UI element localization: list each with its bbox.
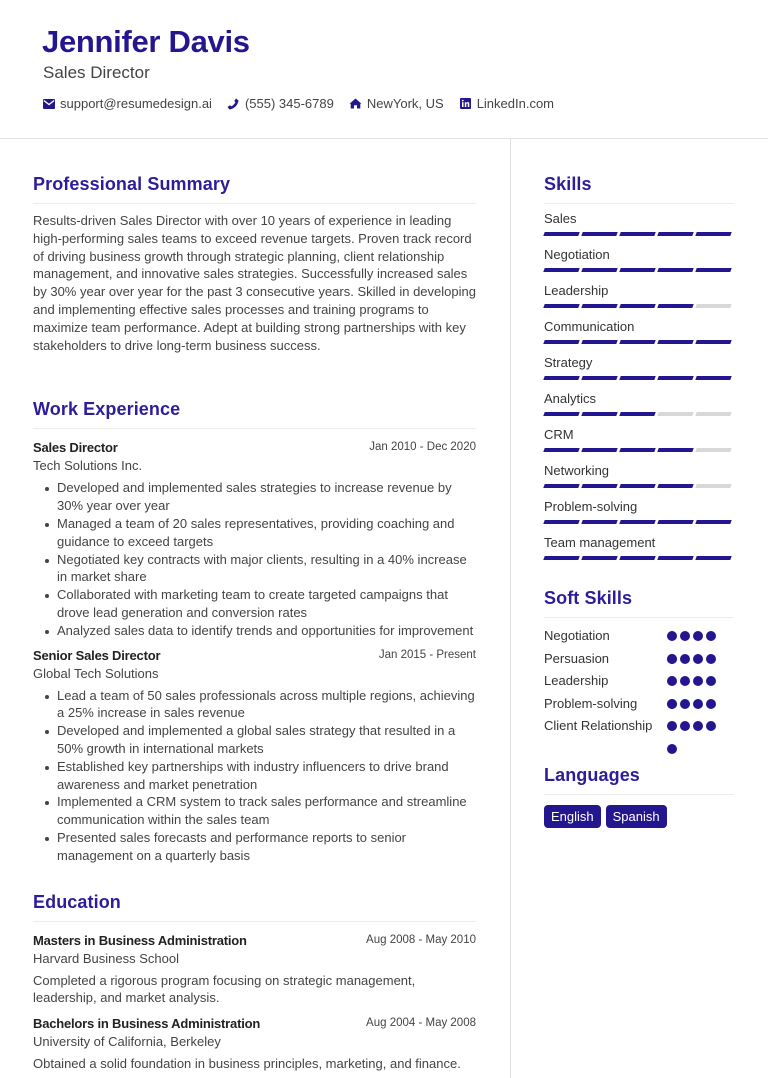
rating-dot-filled [693, 676, 703, 686]
level-segment-filled [657, 376, 693, 380]
rating-dot-filled [680, 654, 690, 664]
degree-name: Masters in Business Administration [33, 932, 247, 948]
skill-level-bar [544, 412, 734, 417]
job-bullet: Established key partnerships with industry influencers to drive brand awareness and market penetration [33, 758, 476, 794]
job-bullet: Implemented a CRM system to track sales performance and streamline communication within the sales team [33, 793, 476, 829]
languages-section [544, 763, 734, 828]
column-divider [510, 139, 511, 1078]
skill-item [544, 354, 734, 381]
section-title-experience: Work Experience [33, 399, 181, 420]
contact-linkedin-text: LinkedIn.com [476, 96, 555, 111]
contact-linkedin[interactable] [459, 95, 554, 112]
rating-dot-filled [667, 721, 677, 731]
language-badge: English [544, 805, 601, 828]
level-segment-filled [581, 520, 617, 524]
job-company: Tech Solutions Inc. [33, 458, 143, 474]
level-segment-filled [543, 520, 579, 524]
skill-item [544, 498, 734, 525]
job-dates: Jan 2015 - Present [378, 648, 476, 661]
skills-section [544, 172, 734, 561]
skill-item [544, 390, 734, 417]
skill-level-bar [544, 448, 734, 453]
soft-skill-item [544, 650, 734, 673]
experience-section [33, 397, 476, 864]
skill-name: Communication [544, 319, 635, 334]
main-column [33, 139, 476, 1073]
job-bullet: Developed and implemented sales strategies to increase revenue by 30% year over year [33, 479, 476, 515]
section-title-summary: Professional Summary [33, 174, 231, 194]
skill-item [544, 246, 734, 273]
level-segment-filled [581, 268, 617, 272]
soft-skill-item [544, 672, 734, 695]
education-section [33, 890, 476, 1073]
level-segment-filled [695, 340, 731, 344]
skills-list [544, 210, 734, 561]
level-segment-filled [543, 304, 579, 308]
job-entry [33, 439, 476, 639]
level-segment-filled [695, 556, 731, 560]
rating-dot-filled [680, 676, 690, 686]
contact-location [349, 95, 444, 112]
level-segment-filled [657, 268, 693, 272]
soft-skill-item [544, 717, 734, 740]
level-segment-filled [543, 556, 579, 560]
skill-name: CRM [544, 427, 574, 442]
soft-skill-rating [667, 717, 719, 766]
level-segment-filled [619, 268, 655, 272]
contact-email[interactable] [42, 95, 212, 112]
skill-name: Team management [544, 535, 656, 550]
level-segment-filled [695, 268, 731, 272]
level-segment-filled [657, 304, 693, 308]
skill-name: Networking [544, 463, 610, 478]
job-company: Global Tech Solutions [33, 665, 159, 681]
level-segment-filled [619, 412, 655, 416]
job-bullet: Collaborated with marketing team to create targeted campaigns that drove lead generation and conversion rates [33, 586, 476, 622]
level-segment-filled [619, 376, 655, 380]
soft-skills-section [544, 586, 734, 751]
skill-level-bar [544, 304, 734, 309]
skill-item [544, 462, 734, 489]
contact-location-text: NewYork, US [366, 96, 444, 111]
level-segment-filled [695, 376, 731, 380]
envelope-icon [42, 97, 55, 110]
skill-level-bar [544, 340, 734, 345]
job-role: Senior Sales Director [33, 647, 161, 663]
rating-dot-filled [680, 699, 690, 709]
rating-dot-filled [706, 721, 716, 731]
rating-dot-filled [706, 699, 716, 709]
level-segment-empty [695, 412, 731, 416]
skill-name: Problem-solving [544, 499, 638, 514]
level-segment-filled [543, 412, 579, 416]
rating-dot-filled [706, 654, 716, 664]
section-title-languages: Languages [544, 765, 640, 785]
job-bullet: Negotiated key contracts with major clients, resulting in a 40% increase in market share [33, 551, 476, 587]
job-bullet: Lead a team of 50 sales professionals across multiple regions, achieving a 25% increase in sales revenue [33, 687, 476, 723]
summary-section [33, 172, 476, 354]
level-segment-filled [581, 304, 617, 308]
rating-dot-filled [693, 654, 703, 664]
level-segment-filled [619, 484, 655, 488]
level-segment-filled [581, 556, 617, 560]
rating-dot-filled [706, 631, 716, 641]
job-bullets [33, 687, 476, 865]
level-segment-filled [695, 520, 731, 524]
job-entry [33, 647, 476, 865]
level-segment-filled [581, 232, 617, 236]
level-segment-filled [619, 520, 655, 524]
level-segment-filled [619, 304, 655, 308]
skill-level-bar [544, 376, 734, 381]
level-segment-filled [581, 412, 617, 416]
job-dates: Jan 2010 - Dec 2020 [369, 441, 476, 454]
section-divider [544, 203, 734, 204]
skill-item [544, 210, 734, 237]
job-bullets [33, 479, 476, 639]
level-segment-filled [543, 484, 579, 488]
skill-level-bar [544, 556, 734, 561]
section-divider [33, 921, 476, 922]
education-description: Completed a rigorous program focusing on strategic management, leadership, and market analysis. [33, 972, 416, 1006]
job-bullet: Developed and implemented a global sales strategy that resulted in a 50% growth in international markets [33, 722, 476, 758]
level-segment-empty [657, 412, 693, 416]
job-bullet: Analyzed sales data to identify trends and opportunities for improvement [33, 622, 476, 640]
level-segment-filled [619, 232, 655, 236]
level-segment-filled [581, 448, 617, 452]
section-divider [33, 428, 476, 429]
education-dates: Aug 2004 - May 2008 [366, 1017, 476, 1030]
language-list [544, 805, 734, 828]
school-name: University of California, Berkeley [33, 1034, 221, 1050]
soft-skill-item [544, 695, 734, 718]
contact-phone-text: (555) 345-6789 [244, 96, 334, 111]
level-segment-empty [695, 304, 731, 308]
skill-item [544, 282, 734, 309]
level-segment-filled [695, 232, 731, 236]
level-segment-filled [543, 232, 579, 236]
level-segment-filled [581, 484, 617, 488]
skill-level-bar [544, 484, 734, 489]
home-icon [349, 97, 362, 110]
phone-icon [227, 97, 240, 110]
level-segment-filled [543, 376, 579, 380]
soft-skill-name: Client Relationship [544, 718, 653, 733]
rating-dot-filled [706, 676, 716, 686]
contact-bar [42, 95, 569, 112]
rating-dot-filled [693, 631, 703, 641]
education-description: Obtained a solid foundation in business principles, marketing, and finance. [33, 1056, 461, 1072]
soft-skill-name: Persuasion [544, 650, 610, 666]
skill-item [544, 426, 734, 453]
soft-skill-item [544, 627, 734, 650]
contact-phone[interactable] [227, 95, 334, 112]
section-title-education: Education [33, 891, 121, 912]
job-bullet: Presented sales forecasts and performance reports to senior management on a quarterly basis [33, 829, 476, 865]
level-segment-filled [543, 268, 579, 272]
skill-name: Leadership [544, 283, 609, 298]
resume-header [0, 0, 768, 139]
contact-email-text: support@resumedesign.ai [60, 96, 212, 111]
job-role: Sales Director [33, 440, 118, 456]
section-title-soft-skills: Soft Skills [544, 588, 633, 608]
level-segment-filled [619, 340, 655, 344]
section-divider [544, 794, 734, 795]
skill-item [544, 534, 734, 561]
level-segment-filled [657, 484, 693, 488]
level-segment-empty [695, 484, 731, 488]
rating-dot-filled [680, 721, 690, 731]
linkedin-icon [459, 97, 472, 110]
level-segment-empty [695, 448, 731, 452]
soft-skills-list [544, 627, 734, 751]
skill-name: Sales [544, 211, 577, 226]
candidate-name: Jennifer Davis [42, 24, 250, 59]
summary-text: Results-driven Sales Director with over 10 years of experience in leading high-performing sales teams to exceed revenue targets. Proven track record of driving business growth through strategic planning, client relationship management, and innovative sales strategies. Successfully increased sales by 30% year over year for the past 3 consecutive years. Skilled in developing and implementing effective sales processes and training programs to maximize team performance. Adept at building strong partnerships with key stakeholders to drive long-term business success. [33, 213, 476, 353]
level-segment-filled [581, 376, 617, 380]
rating-dot-filled [667, 744, 677, 754]
soft-skill-name: Negotiation [544, 628, 610, 643]
skill-name: Analytics [544, 391, 597, 406]
soft-skill-name: Leadership [544, 673, 609, 688]
level-segment-filled [657, 232, 693, 236]
language-badge: Spanish [606, 805, 667, 828]
skill-name: Strategy [544, 355, 593, 370]
soft-skill-name: Problem-solving [544, 695, 638, 711]
level-segment-filled [657, 448, 693, 452]
section-title-skills: Skills [544, 174, 592, 194]
section-divider [544, 617, 734, 618]
education-entry [33, 1015, 476, 1073]
rating-dot-filled [693, 721, 703, 731]
skill-level-bar [544, 232, 734, 237]
skill-level-bar [544, 520, 734, 525]
education-dates: Aug 2008 - May 2010 [366, 933, 476, 946]
sidebar-column [544, 139, 734, 828]
level-segment-filled [657, 520, 693, 524]
level-segment-filled [657, 556, 693, 560]
level-segment-filled [581, 340, 617, 344]
skill-item [544, 318, 734, 345]
section-divider [33, 203, 476, 204]
rating-dot-filled [680, 631, 690, 641]
rating-dot-filled [667, 676, 677, 686]
level-segment-filled [619, 556, 655, 560]
job-bullet: Managed a team of 20 sales representatives, providing coaching and guidance to exceed targets [33, 515, 476, 551]
rating-dot-filled [667, 699, 677, 709]
rating-dot-filled [693, 699, 703, 709]
level-segment-filled [619, 448, 655, 452]
level-segment-filled [543, 340, 579, 344]
candidate-title: Sales Director [43, 63, 150, 82]
skill-level-bar [544, 268, 734, 273]
level-segment-filled [657, 340, 693, 344]
degree-name: Bachelors in Business Administration [33, 1016, 261, 1032]
school-name: Harvard Business School [33, 950, 179, 966]
rating-dot-filled [667, 654, 677, 664]
skill-name: Negotiation [544, 247, 610, 262]
education-entry [33, 932, 476, 1008]
rating-dot-filled [667, 631, 677, 641]
level-segment-filled [543, 448, 579, 452]
